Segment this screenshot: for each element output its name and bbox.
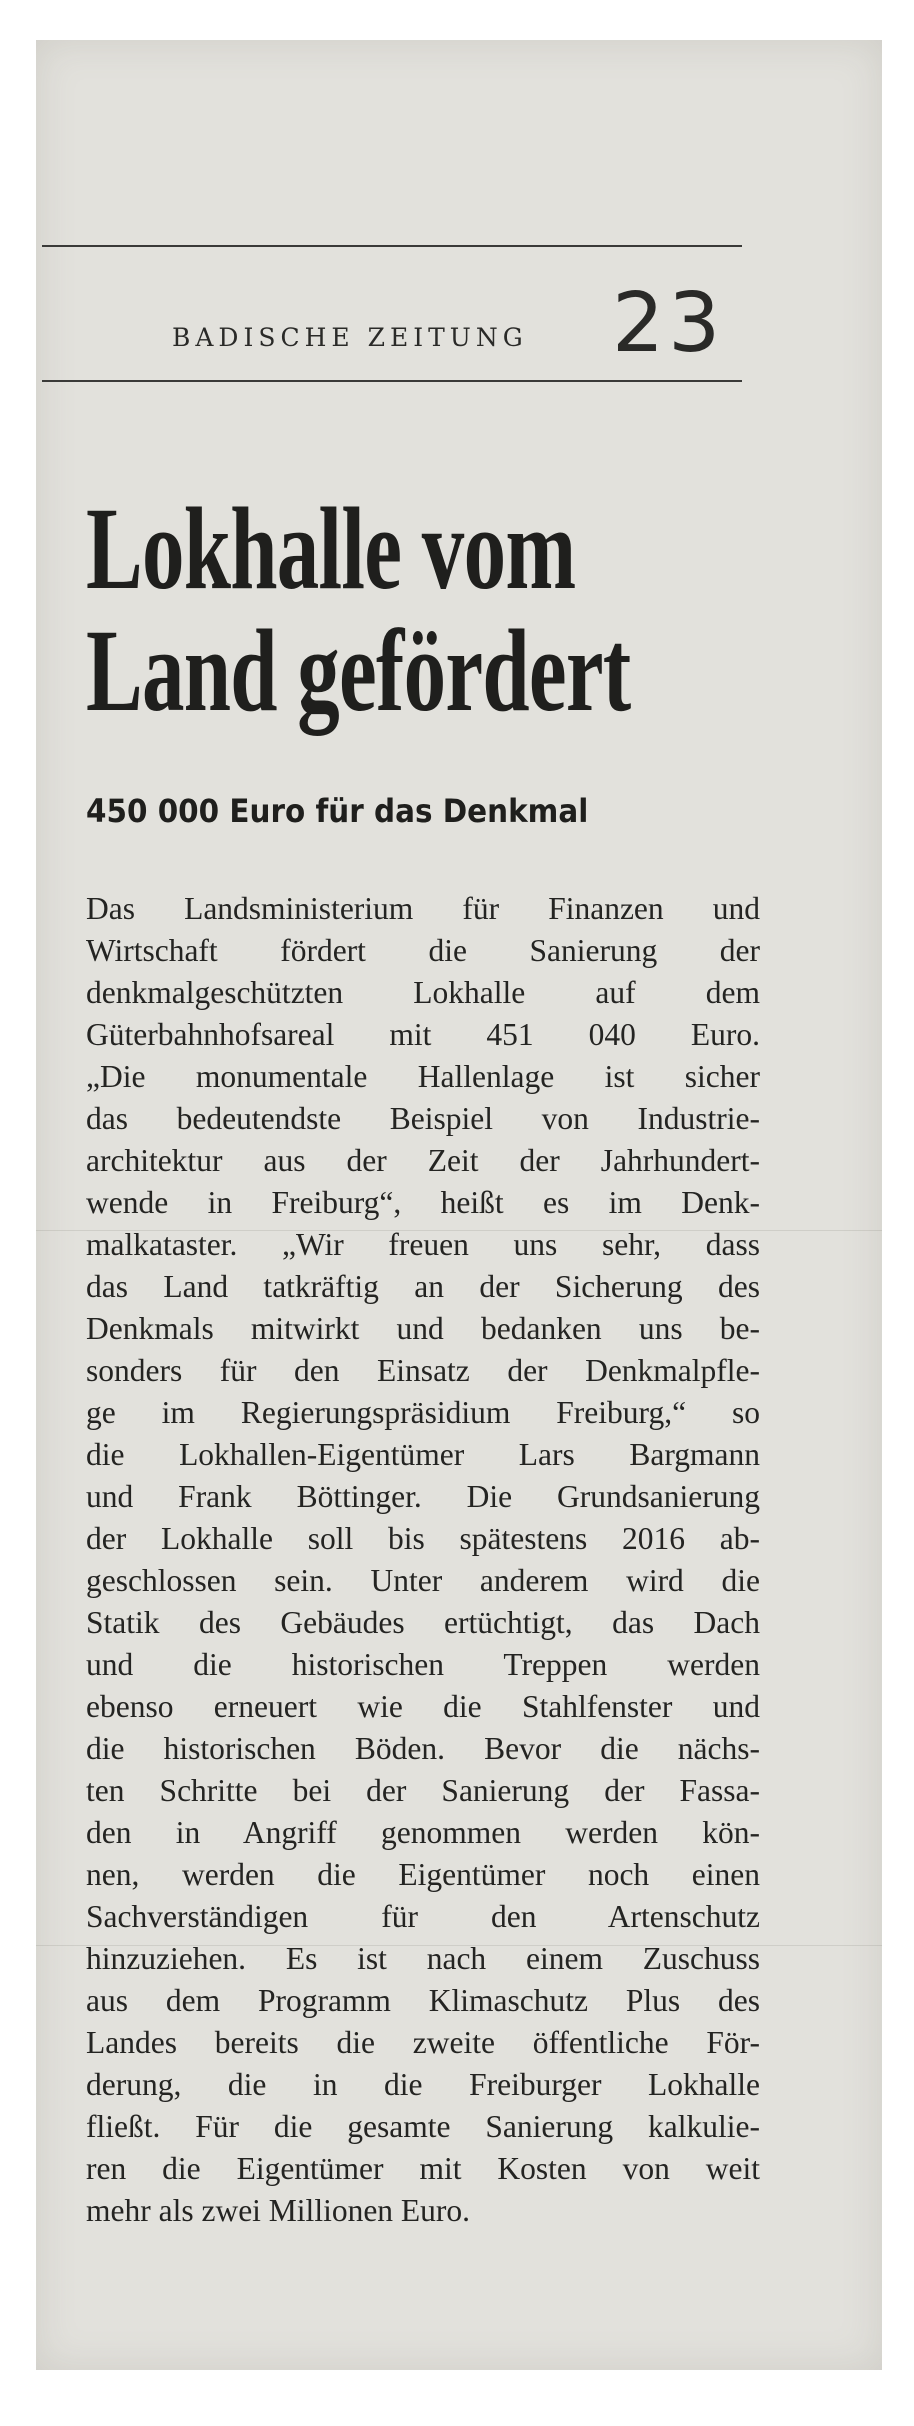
body-line: geschlossen sein. Unter anderem wird die [86,1563,760,1598]
page-number: 23 [612,276,725,371]
body-line: Das Landsministerium für Finanzen und [86,891,760,926]
body-line: denkmalgeschützten Lokhalle auf dem [86,975,760,1010]
headline-line: Land gefördert [86,605,631,736]
masthead-rule-top [42,245,742,247]
body-line: und die historischen Treppen werden [86,1647,760,1682]
body-line: den in Angriff genommen werden kön- [86,1815,760,1850]
body-line: nen, werden die Eigentümer noch einen [86,1857,760,1892]
body-line: malkataster. „Wir freuen uns sehr, dass [86,1227,760,1262]
body-line: ge im Regierungspräsidium Freiburg,“ so [86,1395,760,1430]
article-headline [86,483,631,736]
body-line: Güterbahnhofsareal mit 451 040 Euro. [86,1017,760,1052]
body-line: sonders für den Einsatz der Denkmalpfle- [86,1353,760,1388]
newspaper-clipping [36,40,882,2370]
body-line: hinzuziehen. Es ist nach einem Zuschuss [86,1941,760,1976]
body-line: Wirtschaft fördert die Sanierung der [86,933,760,968]
masthead-rule-bottom [42,380,742,382]
body-line: die Lokhallen-Eigentümer Lars Bargmann [86,1437,760,1472]
article-body [86,888,760,2232]
body-line: und Frank Böttinger. Die Grundsanierung [86,1479,760,1514]
body-line: derung, die in die Freiburger Lokhalle [86,2067,760,2102]
body-line: Sachverständigen für den Artenschutz [86,1899,760,1934]
body-line: fließt. Für die gesamte Sanierung kalkulie- [86,2109,760,2144]
body-line: Statik des Gebäudes ertüchtigt, das Dach [86,1605,760,1640]
article-subheadline: 450 000 Euro für das Denkmal [86,792,589,830]
body-line: aus dem Programm Klimaschutz Plus des [86,1983,760,2018]
body-line: das Land tatkräftig an der Sicherung des [86,1269,760,1304]
paper-crease [36,1945,882,1946]
paper-crease [36,1230,882,1231]
body-line: Landes bereits die zweite öffentliche För- [86,2025,760,2060]
body-line: Denkmals mitwirkt und bedanken uns be- [86,1311,760,1346]
body-line: ebenso erneuert wie die Stahlfenster und [86,1689,760,1724]
body-line: „Die monumentale Hallenlage ist sicher [86,1059,760,1094]
body-line: die historischen Böden. Bevor die nächs- [86,1731,760,1766]
body-line: der Lokhalle soll bis spätestens 2016 ab- [86,1521,760,1556]
body-line: ten Schritte bei der Sanierung der Fassa- [86,1773,760,1808]
masthead [42,265,742,375]
newspaper-name: BADISCHE ZEITUNG [172,323,528,352]
body-line: ren die Eigentümer mit Kosten von weit [86,2151,760,2186]
body-line: wende in Freiburg“, heißt es im Denk- [86,1185,760,1220]
body-line: mehr als zwei Millionen Euro. [86,2193,471,2228]
body-line: das bedeutendste Beispiel von Industrie- [86,1101,760,1136]
headline-line: Lokhalle vom [86,483,576,614]
body-line: architektur aus der Zeit der Jahrhundert- [86,1143,760,1178]
